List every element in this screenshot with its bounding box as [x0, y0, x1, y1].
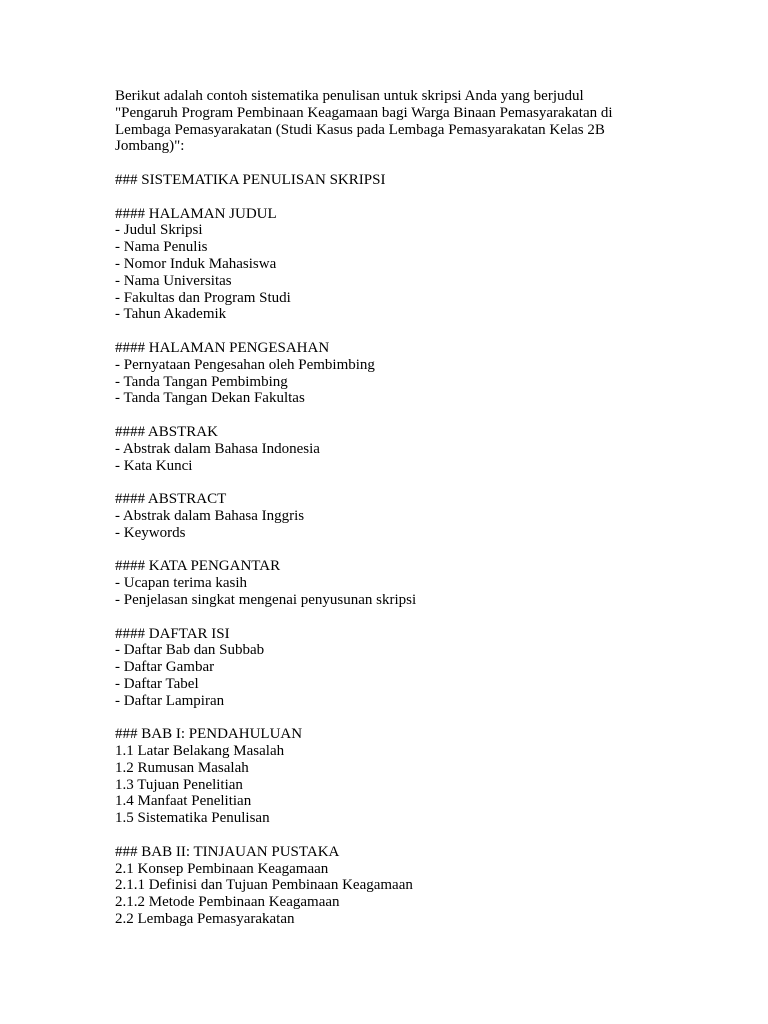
section-heading: ### BAB II: TINJAUAN PUSTAKA: [115, 843, 340, 860]
list-item: - Pernyataan Pengesahan oleh Pembimbing: [115, 356, 375, 373]
blank-line: [115, 474, 655, 491]
list-item: - Kata Kunci: [115, 457, 193, 474]
main-heading: ### SISTEMATIKA PENULISAN SKRIPSI: [115, 171, 386, 188]
list-item: 2.1.2 Metode Pembinaan Keagamaan: [115, 894, 340, 911]
list-item: - Daftar Tabel: [115, 675, 199, 692]
list-item: 1.5 Sistematika Penulisan: [115, 810, 270, 827]
list-item: 2.2 Lembaga Pemasyarakatan: [115, 911, 295, 928]
intro-line: "Pengaruh Program Pembinaan Keagamaan bagi Warga Binaan Pemasyarakatan di: [115, 104, 613, 121]
section-bab-1: [115, 726, 655, 827]
blank-line: [115, 609, 655, 626]
list-item: 2.1 Konsep Pembinaan Keagamaan: [115, 860, 329, 877]
list-item: 1.1 Latar Belakang Masalah: [115, 743, 285, 760]
list-item: 1.2 Rumusan Masalah: [115, 759, 249, 776]
list-item: - Ucapan terima kasih: [115, 575, 248, 592]
document-body: [115, 88, 655, 928]
list-item: - Judul Skripsi: [115, 222, 203, 239]
list-item: - Daftar Bab dan Subbab: [115, 642, 265, 659]
blank-line: [115, 709, 655, 726]
list-item: - Abstrak dalam Bahasa Indonesia: [115, 440, 320, 457]
intro-line: Lembaga Pemasyarakatan (Studi Kasus pada Lembaga Pemasyarakatan Kelas 2B: [115, 121, 605, 138]
list-item: - Tanda Tangan Pembimbing: [115, 373, 288, 390]
section-heading: #### DAFTAR ISI: [115, 625, 230, 642]
list-item: - Abstrak dalam Bahasa Inggris: [115, 507, 305, 524]
list-item: - Nomor Induk Mahasiswa: [115, 255, 277, 272]
list-item: - Penjelasan singkat mengenai penyusunan skripsi: [115, 591, 417, 608]
section-kata-pengantar: [115, 558, 655, 608]
list-item: - Nama Penulis: [115, 239, 208, 256]
blank-line: [115, 155, 655, 172]
section-bab-2: [115, 844, 655, 928]
list-item: - Tahun Akademik: [115, 306, 227, 323]
blank-line: [115, 407, 655, 424]
list-item: 1.4 Manfaat Penelitian: [115, 793, 252, 810]
blank-line: [115, 189, 655, 206]
list-item: - Fakultas dan Program Studi: [115, 289, 291, 306]
section-daftar-isi: [115, 626, 655, 710]
list-item: - Daftar Lampiran: [115, 692, 225, 709]
section-heading: #### HALAMAN PENGESAHAN: [115, 339, 330, 356]
section-halaman-pengesahan: [115, 340, 655, 407]
section-abstrak: [115, 424, 655, 474]
blank-line: [115, 827, 655, 844]
section-halaman-judul: [115, 206, 655, 324]
list-item: 2.1.1 Definisi dan Tujuan Pembinaan Keagamaan: [115, 877, 413, 894]
intro-paragraph: [115, 88, 655, 155]
section-heading: #### ABSTRACT: [115, 491, 227, 508]
section-heading: #### HALAMAN JUDUL: [115, 205, 277, 222]
section-heading: #### KATA PENGANTAR: [115, 558, 281, 575]
list-item: - Nama Universitas: [115, 272, 232, 289]
intro-line: Berikut adalah contoh sistematika penulisan untuk skripsi Anda yang berjudul: [115, 88, 584, 104]
intro-line: Jombang)":: [115, 138, 185, 155]
list-item: - Tanda Tangan Dekan Fakultas: [115, 390, 305, 407]
section-heading: #### ABSTRAK: [115, 423, 218, 440]
section-abstract: [115, 491, 655, 541]
list-item: - Daftar Gambar: [115, 659, 215, 676]
list-item: 1.3 Tujuan Penelitian: [115, 776, 243, 793]
blank-line: [115, 542, 655, 559]
section-heading: ### BAB I: PENDAHULUAN: [115, 726, 303, 743]
blank-line: [115, 323, 655, 340]
list-item: - Keywords: [115, 524, 186, 541]
